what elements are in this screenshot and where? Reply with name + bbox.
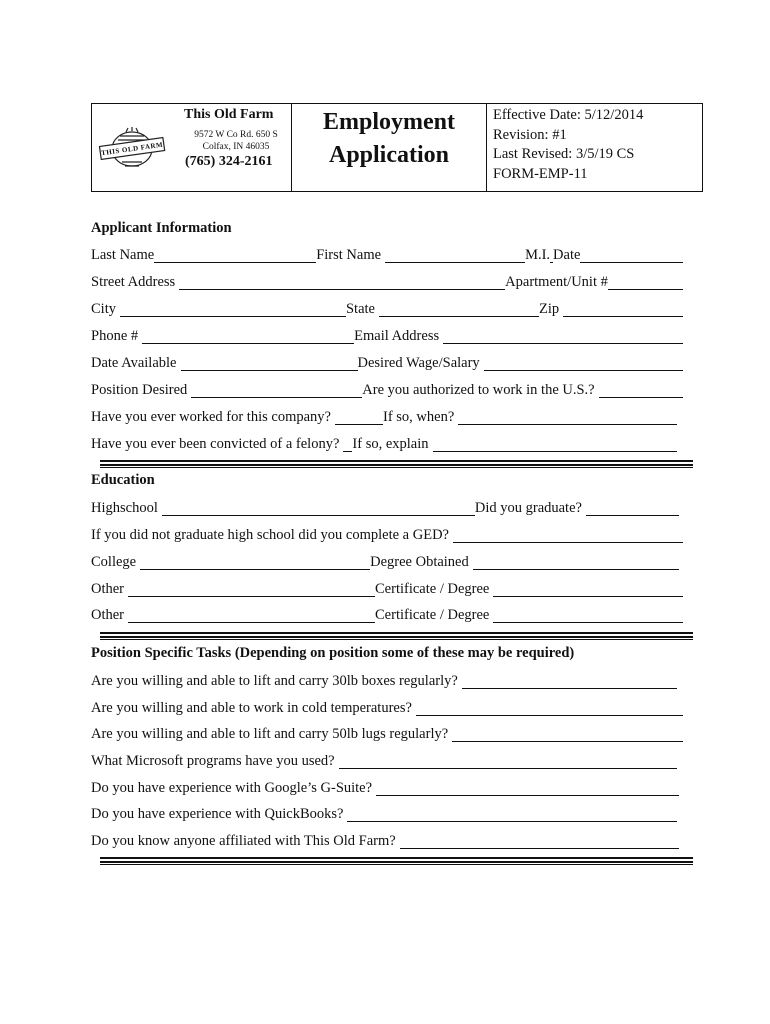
email-label: Email Address (354, 328, 440, 344)
if-so-explain-label: If so, explain (352, 436, 429, 452)
section-divider (100, 460, 693, 468)
form-meta-cell (487, 104, 702, 191)
task-row-1 (91, 671, 683, 689)
authorized-label: Are you authorized to work in the U.S.? (362, 382, 595, 398)
certificate-field-2[interactable] (493, 608, 683, 623)
task-answer-6[interactable] (347, 807, 677, 822)
position-row (91, 380, 683, 398)
email-field[interactable] (443, 329, 683, 344)
date-available-field[interactable] (181, 356, 358, 371)
other-row-1 (91, 579, 683, 597)
worked-before-row (91, 407, 683, 425)
degree-obtained-field[interactable] (473, 555, 679, 570)
company-address (188, 129, 284, 153)
city-row (91, 299, 683, 317)
name-row (91, 245, 683, 263)
highschool-label: Highschool (91, 500, 158, 516)
ged-field[interactable] (453, 528, 683, 543)
desired-wage-label: Desired Wage/Salary (357, 355, 480, 371)
task-answer-4[interactable] (339, 754, 677, 769)
desired-wage-field[interactable] (484, 356, 683, 371)
state-field[interactable] (379, 302, 539, 317)
zip-field[interactable] (563, 302, 683, 317)
task-question-5: Do you have experience with Google’s G-Suite? (91, 780, 373, 796)
ged-label: If you did not graduate high school did you complete a GED? (91, 527, 449, 543)
form-title-line-2: Application (328, 142, 450, 168)
task-row-2 (91, 698, 683, 716)
if-so-explain-field[interactable] (433, 437, 677, 452)
farm-logo-icon (98, 126, 166, 172)
task-row-5 (91, 778, 683, 796)
worked-before-label: Have you ever worked for this company? (91, 409, 331, 425)
street-row (91, 272, 683, 290)
task-answer-3[interactable] (452, 727, 683, 742)
certificate-label-1: Certificate / Degree (375, 581, 490, 597)
position-desired-label: Position Desired (91, 382, 188, 398)
svg-text:THIS OLD FARM: THIS OLD FARM (100, 140, 164, 158)
other-label-2: Other (91, 607, 125, 623)
task-question-2: Are you willing and able to work in cold temperatures? (91, 700, 412, 716)
task-question-6: Do you have experience with QuickBooks? (91, 806, 344, 822)
authorized-field[interactable] (599, 383, 683, 398)
phone-field[interactable] (142, 329, 354, 344)
certificate-field-1[interactable] (493, 582, 683, 597)
first-name-label: First Name (316, 247, 382, 263)
company-name: This Old Farm (184, 107, 274, 122)
college-label: College (91, 554, 137, 570)
college-row (91, 552, 683, 570)
date-available-label: Date Available (91, 355, 177, 371)
task-answer-2[interactable] (416, 701, 683, 716)
street-address-field[interactable] (179, 275, 505, 290)
apartment-label: Apartment/Unit # (505, 274, 608, 290)
task-answer-1[interactable] (462, 674, 677, 689)
last-name-label: Last Name (91, 247, 155, 263)
last-name-field[interactable] (154, 248, 316, 263)
task-row-6 (91, 804, 683, 822)
form-id: FORM-EMP-11 (493, 165, 588, 182)
form-title-cell (292, 104, 487, 191)
tasks-section-heading: Position Specific Tasks (Depending on position some of these may be required) (91, 645, 575, 661)
felony-row (91, 434, 683, 452)
felony-label: Have you ever been convicted of a felony? (91, 436, 340, 452)
task-question-4: What Microsoft programs have you used? (91, 753, 335, 769)
street-address-label: Street Address (91, 274, 176, 290)
other-row-2 (91, 605, 683, 623)
task-question-1: Are you willing and able to lift and carry 30lb boxes regularly? (91, 673, 458, 689)
did-graduate-field[interactable] (586, 501, 679, 516)
degree-obtained-label: Degree Obtained (370, 554, 469, 570)
task-row-3 (91, 724, 683, 742)
company-phone: (765) 324-2161 (185, 154, 273, 169)
availability-row (91, 353, 683, 371)
highschool-field[interactable] (162, 501, 475, 516)
task-row-4 (91, 751, 683, 769)
address-line-1: 9572 W Co Rd. 650 S (194, 130, 278, 140)
date-label: Date (553, 247, 581, 263)
city-label: City (91, 301, 116, 317)
first-name-field[interactable] (385, 248, 525, 263)
state-label: State (345, 301, 375, 317)
zip-label: Zip (538, 301, 560, 317)
task-answer-5[interactable] (376, 781, 679, 796)
phone-email-row (91, 326, 683, 344)
applicant-section-heading: Applicant Information (91, 220, 232, 236)
felony-field[interactable] (343, 437, 352, 452)
if-so-when-label: If so, when? (382, 409, 455, 425)
last-revised: Last Revised: 3/5/19 CS (493, 146, 635, 162)
certificate-label-2: Certificate / Degree (375, 607, 490, 623)
date-field[interactable] (580, 248, 683, 263)
city-field[interactable] (120, 302, 346, 317)
phone-label: Phone # (91, 328, 139, 344)
address-line-2: Colfax, IN 46035 (202, 142, 270, 152)
form-header (91, 103, 703, 192)
other-field-1[interactable] (128, 582, 375, 597)
education-section-heading: Education (91, 472, 155, 488)
worked-before-field[interactable] (335, 410, 383, 425)
position-desired-field[interactable] (191, 383, 362, 398)
ged-row (91, 525, 683, 543)
effective-date: Effective Date: 5/12/2014 (493, 107, 644, 123)
company-info-cell (92, 104, 292, 191)
task-question-3: Are you willing and able to lift and carry 50lb lugs regularly? (91, 726, 449, 742)
college-field[interactable] (140, 555, 370, 570)
revision: Revision: #1 (493, 126, 567, 143)
task-answer-7[interactable] (400, 834, 679, 849)
did-graduate-label: Did you graduate? (474, 500, 582, 516)
section-divider (100, 857, 693, 865)
form-title-line-1: Employment (323, 109, 455, 135)
if-so-when-field[interactable] (458, 410, 677, 425)
other-field-2[interactable] (128, 608, 375, 623)
task-row-7 (91, 831, 683, 849)
apartment-field[interactable] (608, 275, 683, 290)
highschool-row (91, 498, 683, 516)
task-question-7: Do you know anyone affiliated with This Old Farm? (91, 833, 396, 849)
other-label-1: Other (91, 581, 125, 597)
section-divider (100, 632, 693, 640)
mi-label: M.I. (525, 247, 551, 263)
